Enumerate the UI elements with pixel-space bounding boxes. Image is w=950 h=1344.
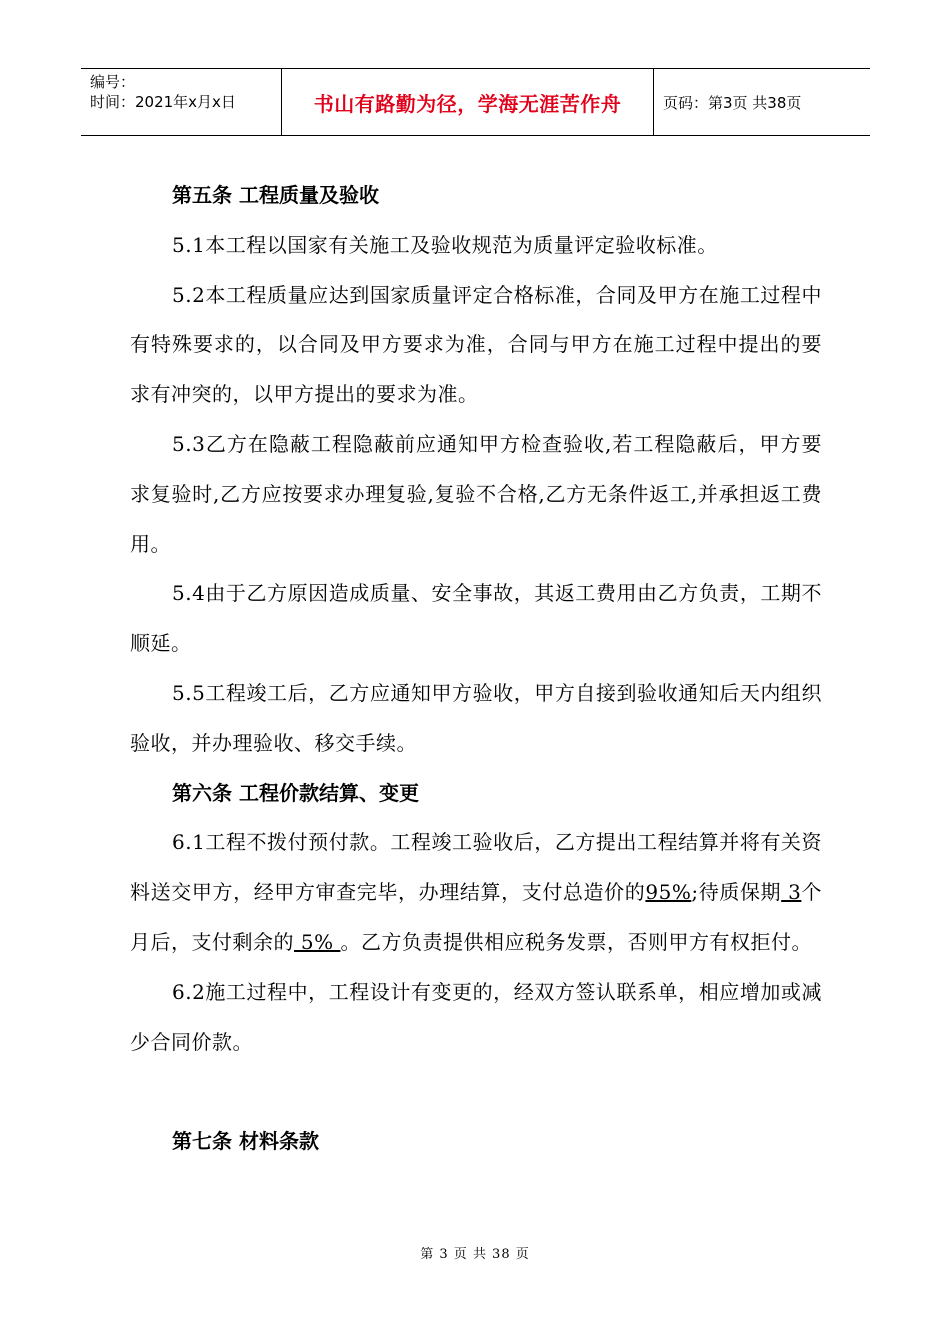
header-meta-cell	[81, 69, 282, 135]
page-info: 页码：第3页 共38页	[663, 93, 802, 112]
clause-5-3: 5.3乙方在隐蔽工程隐蔽前应通知甲方检查验收,若工程隐蔽后，甲方要求复验时,乙方应按要求办理复验,复验不合格,乙方无条件返工,并承担返工费用。	[130, 431, 822, 556]
section-heading-5: 第五条 工程质量及验收	[172, 183, 379, 207]
retention-percent: 5%	[294, 929, 341, 954]
header-motto-cell	[282, 69, 654, 135]
payment-percent: 95%	[645, 880, 692, 905]
clause-6-1-part-a: 6.1工程不拨付预付款。工程竣工验收后，乙方提出工程结算并将有关资料送交甲方，经甲方审查完毕，办理结算，支付总造价的	[130, 830, 822, 905]
clause-5-4: 5.4由于乙方原因造成质量、安全事故，其返工费用由乙方负责，工期不顺延。	[130, 581, 822, 656]
blank-gap	[130, 1067, 822, 1117]
clause-6-1-part-b: ;待质保期	[691, 880, 782, 905]
motto-text: 书山有路勤为径，学海无涯苦作舟	[313, 91, 622, 116]
clause-5-1: 5.1本工程以国家有关施工及验收规范为质量评定验收标准。	[172, 232, 718, 257]
clause-5-5: 5.5工程竣工后，乙方应通知甲方验收，甲方自接到验收通知后天内组织验收，并办理验收、移交手续。	[130, 680, 822, 755]
clause-6-2: 6.2施工过程中，工程设计有变更的，经双方签认联系单，相应增加或减少合同价款。	[130, 979, 822, 1054]
section-heading-7: 第七条 材料条款	[172, 1129, 319, 1154]
clause-6-1-part-c: 个月后，支付剩余的	[130, 880, 823, 954]
document-body	[130, 171, 822, 1167]
clause-5-2: 5.2本工程质量应达到国家质量评定合格标准，合同及甲方在施工过程中有特殊要求的，以合同及甲方要求为准，合同与甲方在施工过程中提出的要求有冲突的，以甲方提出的要求为准。	[130, 282, 822, 407]
warranty-months: 3	[781, 880, 802, 905]
document-header	[81, 68, 870, 136]
header-page-cell	[654, 69, 870, 135]
clause-6-1	[130, 818, 822, 967]
clause-6-1-part-d: 。乙方负责提供相应税务发票，否则甲方有权拒付。	[340, 929, 812, 954]
time-label: 时间：2021年x月x日	[90, 93, 236, 111]
number-label: 编号：	[90, 73, 136, 91]
page-footer: 第 3 页 共 38 页	[420, 1247, 530, 1262]
section-heading-6: 第六条 工程价款结算、变更	[172, 780, 419, 805]
